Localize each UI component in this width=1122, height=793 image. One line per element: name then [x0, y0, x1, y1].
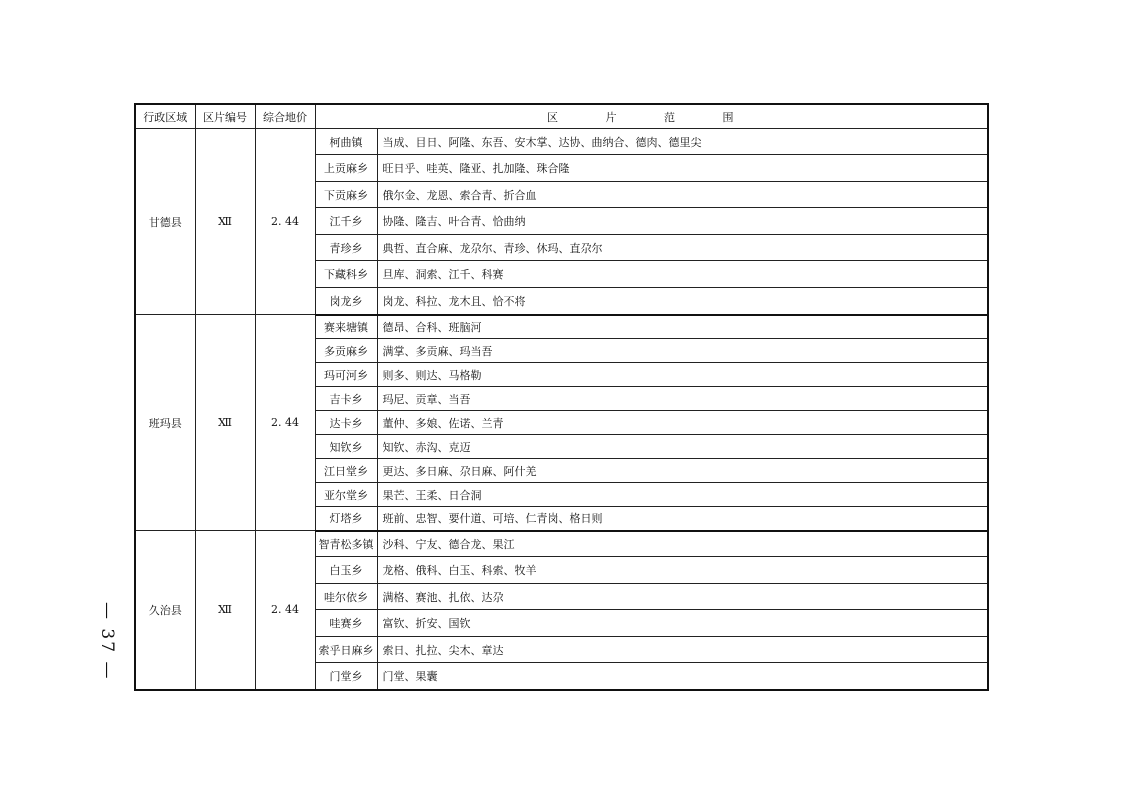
composite-price-cell: 2. 44 [255, 531, 315, 690]
town-cell: 灯塔乡 [315, 507, 377, 531]
header-zone-range: 区 片 范 围 [315, 104, 988, 129]
table-row [135, 129, 988, 155]
county-cell: 久治县 [135, 531, 195, 690]
land-price-table-container [134, 103, 987, 691]
villages-cell: 班前、忠智、要什道、可培、仁青岗、格日则 [377, 507, 988, 531]
town-cell: 哇赛乡 [315, 610, 377, 637]
villages-cell: 旺日乎、哇英、隆亚、扎加隆、珠合隆 [377, 155, 988, 182]
villages-cell: 旦库、洞索、江千、科赛 [377, 261, 988, 288]
villages-cell: 龙格、俄科、白玉、科索、牧羊 [377, 557, 988, 584]
town-cell: 白玉乡 [315, 557, 377, 584]
town-cell: 达卡乡 [315, 411, 377, 435]
town-cell: 多贡麻乡 [315, 339, 377, 363]
table-header-row [135, 104, 988, 129]
zone-number-cell: Ⅻ [195, 129, 255, 315]
villages-cell: 则多、则达、马格勒 [377, 363, 988, 387]
town-cell: 柯曲镇 [315, 129, 377, 155]
villages-cell: 俄尔金、龙恩、索合青、折合血 [377, 182, 988, 208]
villages-cell: 更达、多日麻、尕日麻、阿什羌 [377, 459, 988, 483]
town-cell: 玛可河乡 [315, 363, 377, 387]
villages-cell: 索日、扎拉、尖木、章达 [377, 637, 988, 663]
town-cell: 门堂乡 [315, 663, 377, 690]
town-cell: 哇尔依乡 [315, 584, 377, 610]
town-cell: 亚尔堂乡 [315, 483, 377, 507]
town-cell: 下藏科乡 [315, 261, 377, 288]
town-cell: 江千乡 [315, 208, 377, 235]
town-cell: 江日堂乡 [315, 459, 377, 483]
table-row [135, 531, 988, 557]
zone-number-cell: Ⅻ [195, 531, 255, 690]
town-cell: 赛来塘镇 [315, 315, 377, 339]
villages-cell: 沙科、宁友、德合龙、果江 [377, 531, 988, 557]
town-cell: 吉卡乡 [315, 387, 377, 411]
villages-cell: 果芒、王柔、日合洞 [377, 483, 988, 507]
town-cell: 智青松多镇 [315, 531, 377, 557]
villages-cell: 岗龙、科拉、龙木且、恰不将 [377, 288, 988, 315]
town-cell: 知钦乡 [315, 435, 377, 459]
header-zone-number: 区片编号 [195, 104, 255, 129]
town-cell: 下贡麻乡 [315, 182, 377, 208]
villages-cell: 门堂、果囊 [377, 663, 988, 690]
villages-cell: 典哲、直合麻、龙尕尔、青珍、休玛、直尕尔 [377, 235, 988, 261]
villages-cell: 玛尼、贡章、当吾 [377, 387, 988, 411]
villages-cell: 富钦、折安、国钦 [377, 610, 988, 637]
page-number: — 37 — [97, 601, 117, 681]
town-cell: 青珍乡 [315, 235, 377, 261]
town-cell: 岗龙乡 [315, 288, 377, 315]
table-row [135, 315, 988, 339]
composite-price-cell: 2. 44 [255, 315, 315, 531]
header-region: 行政区域 [135, 104, 195, 129]
villages-cell: 德昂、合科、班脑河 [377, 315, 988, 339]
zone-number-cell: Ⅻ [195, 315, 255, 531]
villages-cell: 董仲、多娘、佐诺、兰青 [377, 411, 988, 435]
land-price-table [134, 103, 989, 691]
villages-cell: 当成、目日、阿隆、东吾、安木掌、达协、曲纳合、德肉、德里尖 [377, 129, 988, 155]
town-cell: 上贡麻乡 [315, 155, 377, 182]
villages-cell: 知钦、赤沟、克迈 [377, 435, 988, 459]
villages-cell: 协隆、隆吉、叶合青、恰曲纳 [377, 208, 988, 235]
table-body [135, 129, 988, 690]
county-cell: 班玛县 [135, 315, 195, 531]
villages-cell: 满格、赛池、扎依、达尕 [377, 584, 988, 610]
header-composite-price: 综合地价 [255, 104, 315, 129]
villages-cell: 满掌、多贡麻、玛当吾 [377, 339, 988, 363]
town-cell: 索乎日麻乡 [315, 637, 377, 663]
county-cell: 甘德县 [135, 129, 195, 315]
composite-price-cell: 2. 44 [255, 129, 315, 315]
